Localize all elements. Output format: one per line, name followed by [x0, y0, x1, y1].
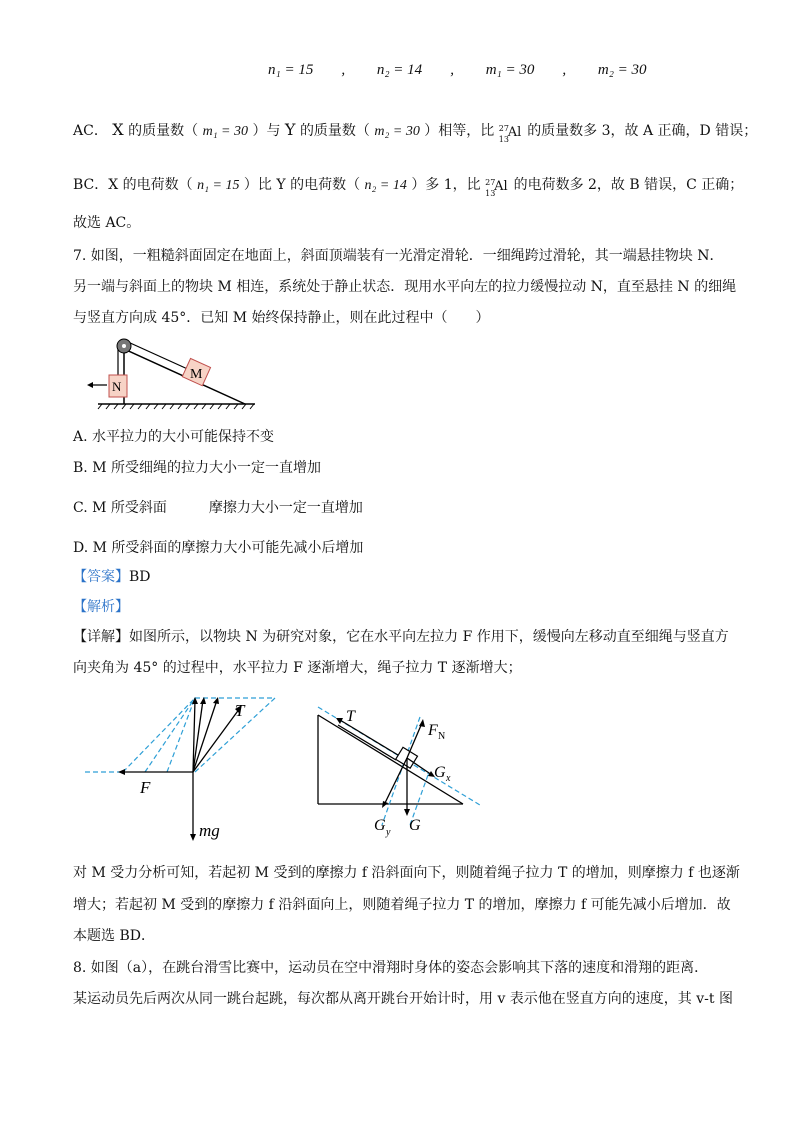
bc-text-2: ）比 Y 的电荷数（ — [243, 177, 361, 193]
comma: , — [562, 62, 567, 78]
q7-line-1: 7. 如图，一粗糙斜面固定在地面上，斜面顶端装有一光滑定滑轮．一细绳跨过滑轮，其一端悬挂物块 N． — [73, 248, 724, 264]
force-triangle-figure — [85, 690, 295, 850]
ac-m1: m₁ = 30 — [202, 124, 249, 139]
label-gx-sub: x — [446, 773, 451, 784]
label-mg: mg — [199, 821, 220, 840]
detail-line-2: 向夹角为 45° 的过程中，水平拉力 F 逐渐增大，绳子拉力 T 逐渐增大； — [73, 660, 522, 676]
option-c: C. M 所受斜面 摩擦力大小一定一直增加 — [73, 500, 363, 516]
ac-text-4: ）相等，比 — [424, 123, 495, 139]
q8-line-1: 8. 如图（a），在跳台滑雪比赛中，运动员在空中滑翔时身体的姿态会影响其下落的速度和滑翔的距离． — [73, 960, 709, 976]
label-t: T — [346, 708, 355, 725]
block-m-label: M — [190, 367, 203, 382]
conclusion-q6: 故选 AC。 — [73, 215, 141, 231]
label-f: F — [140, 778, 151, 797]
bc-text-4: 的电荷数多 2，故 B 错误，C 正确； — [513, 177, 744, 193]
incline-force-figure — [310, 695, 490, 845]
label-fn-sub: N — [438, 731, 446, 742]
bc-n1: n₁ = 15 — [197, 178, 240, 193]
answer-value: BD — [129, 569, 151, 585]
nuclide-symbol: Al — [494, 179, 508, 194]
ac-m2: m₂ = 30 — [374, 124, 420, 139]
q8-line-2: 某运动员先后两次从同一跳台起跳，每次都从离开跳台开始计时，用 v 表示他在竖直方向的速度，其 v-t 图 — [73, 991, 733, 1007]
eq-n2: n₂ = 14 — [376, 62, 423, 78]
bc-prefix: BC．X 的电荷数（ — [73, 177, 193, 193]
nuclide-charge: 13 — [485, 189, 496, 198]
detail-line-1 — [73, 627, 729, 647]
label-g: G — [409, 817, 421, 834]
nuclide-charge: 13 — [498, 135, 509, 144]
q7-line-2: 另一端与斜面上的物块 M 相连，系统处于静止状态．现用水平向左的拉力缓慢拉动 N，直至悬挂 N 的细绳 — [73, 279, 737, 295]
comma: , — [450, 62, 454, 78]
comma: , — [341, 62, 346, 78]
ac-prefix: AC． — [73, 123, 108, 139]
answer-tag: 【答案】 — [73, 569, 129, 585]
x-symbol: X — [112, 120, 124, 139]
ac-text-2: ）与 — [252, 123, 281, 139]
option-a: A. 水平拉力的大小可能保持不变 — [73, 429, 275, 445]
nuclide-mass: 27 — [498, 124, 509, 133]
label-gy: G — [374, 817, 386, 834]
ac-text-3: 的质量数（ — [299, 123, 370, 139]
top-equation — [268, 62, 675, 79]
arrow-left-icon — [87, 382, 93, 388]
answer-line — [73, 567, 151, 587]
y-symbol: Y — [284, 120, 296, 139]
bc-n2: n₂ = 14 — [364, 178, 407, 193]
label-fn: F — [428, 722, 438, 739]
label-gy-sub: y — [386, 827, 391, 838]
para2-line-1: 对 M 受力分析可知，若起初 M 受到的摩擦力 f 沿斜面向下，则随着绳子拉力 T 的增加，则摩擦力 f 也逐渐 — [73, 865, 740, 881]
bc-line — [73, 175, 743, 196]
option-b: B. M 所受细绳的拉力大小一定一直增加 — [73, 460, 321, 476]
al-nuclide — [485, 175, 509, 198]
bc-text-3: ）多 1，比 — [411, 177, 481, 193]
nuclide-symbol: Al — [507, 125, 522, 140]
ac-text-5: 的质量数多 3，故 A 正确，D 错误； — [527, 123, 758, 139]
al-nuclide — [498, 121, 523, 144]
label-gx: G — [434, 764, 446, 781]
para2-line-3: 本题选 BD． — [73, 928, 155, 944]
ac-text-1: 的质量数（ — [128, 123, 199, 139]
analysis-tag: 【解析】 — [73, 599, 129, 615]
nuclide-mass: 27 — [485, 178, 496, 187]
option-d: D. M 所受斜面的摩擦力大小可能先减小后增加 — [73, 540, 364, 556]
block-n-label: N — [112, 379, 122, 394]
incline-figure — [80, 335, 260, 415]
eq-m2: m₂ = 30 — [597, 62, 647, 78]
detail-text-1: 如图所示，以物块 N 为研究对象，它在水平向左拉力 F 作用下，缓慢向左移动直至细绳与竖直方 — [129, 629, 729, 645]
eq-m1: m₁ = 30 — [485, 62, 535, 78]
detail-tag: 【详解】 — [73, 629, 129, 645]
eq-n1: n₁ = 15 — [268, 62, 314, 78]
ac-line — [73, 120, 757, 142]
label-t: T — [235, 701, 245, 720]
para2-line-2: 增大；若起初 M 受到的摩擦力 f 沿斜面向上，则随着绳子拉力 T 的增加，摩擦力 f 可能先减小后增加．故 — [73, 897, 731, 913]
q7-line-3: 与竖直方向成 45°．已知 M 始终保持静止，则在此过程中（ ） — [73, 310, 490, 326]
